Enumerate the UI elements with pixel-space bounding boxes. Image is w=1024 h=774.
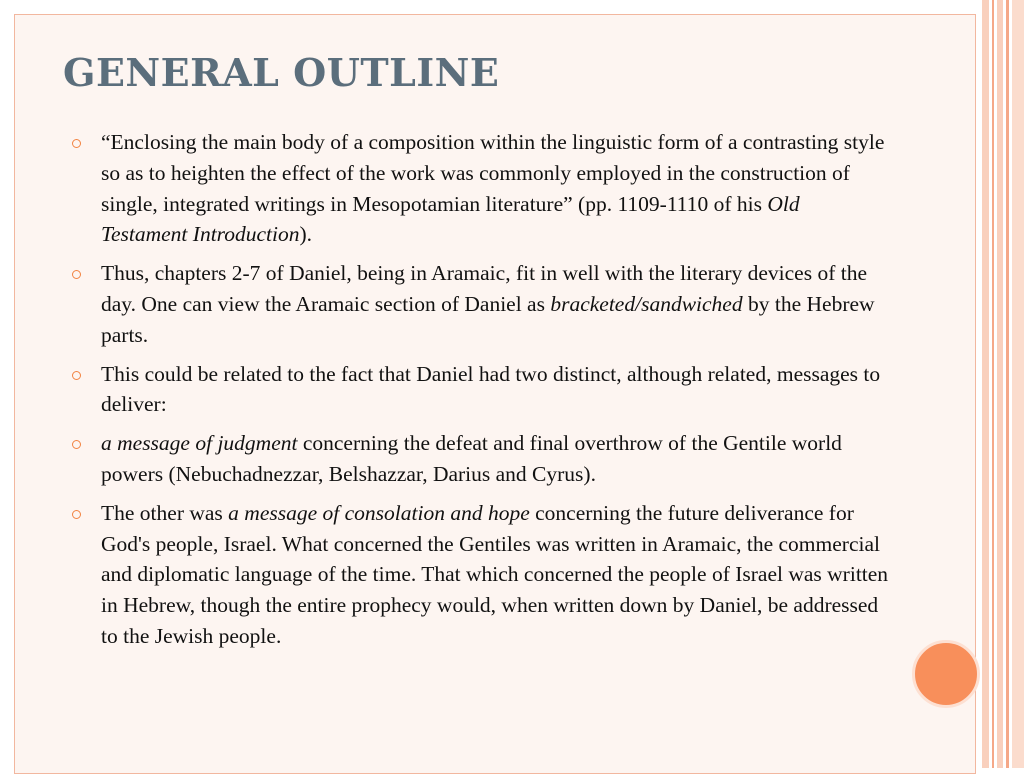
bullet-text	[101, 261, 875, 347]
bullet-text-part: This could be related to the fact that Daniel had two distinct, although related, messages to deliver:	[101, 361, 881, 417]
bullet-text-part: concerning the future deliverance for God's people, Israel. What concerned the Gentiles was written in Aramaic, the commercial and diplomatic language of the time. That which concerned the people of Israel was written in Hebrew, though the entire prophecy would, when written down by Daniel, be addressed to the Jewish people.	[101, 500, 889, 648]
decorative-stripe	[997, 0, 1003, 768]
emphasis-text: bracketed/sandwiched	[550, 291, 743, 316]
bullet-item-two-messages	[70, 359, 890, 421]
decorative-stripe	[1012, 0, 1024, 768]
bullet-text	[101, 130, 884, 246]
bullet-item-consolation	[70, 498, 890, 652]
bullet-circle-icon	[72, 510, 81, 519]
bullet-text-part: Thus, chapters 2-7 of Daniel, being in Aramaic, fit in well with the literary devices of the day. One can view the Aramaic section of Daniel as	[101, 261, 868, 316]
slide-title: GENERAL OUTLINE	[63, 50, 500, 95]
bullet-circle-icon	[72, 440, 81, 449]
decorative-stripe	[1006, 0, 1009, 768]
decorative-stripe	[982, 0, 989, 768]
bullet-circle-icon	[72, 139, 81, 148]
decorative-stripe	[992, 0, 994, 768]
bullet-text	[101, 362, 880, 417]
bullet-circle-icon	[72, 270, 81, 279]
book-title: Old Testament Introduction	[101, 191, 800, 247]
emphasis-text: a message of consolation and hope	[228, 500, 530, 525]
bullet-list	[70, 127, 890, 660]
bullet-text-part: The other was	[101, 500, 229, 525]
bullet-text-part: concerning the defeat and final overthrow of the Gentile world powers (Nebuchadnezzar, Belshazzar, Darius and Cyrus).	[101, 431, 842, 486]
bullet-item-quote	[70, 127, 890, 250]
bullet-item-aramaic-chapters	[70, 258, 890, 350]
bullet-item-judgment	[70, 428, 890, 490]
bullet-text	[101, 501, 888, 648]
bullet-circle-icon	[72, 371, 81, 380]
bullet-text-part: “Enclosing the main body of a composition within the linguistic form of a contrasting style so as to heighten the effect of the work was commonly employed in the construction of single, integrated writings in Mesopotamian literature” (pp. 1109-1110 of his	[101, 130, 885, 216]
bullet-text-part: by the Hebrew parts.	[101, 291, 875, 347]
decorative-circle	[912, 640, 980, 708]
bullet-text	[101, 431, 842, 486]
emphasis-text: a message of judgment	[101, 431, 298, 456]
bullet-text-part: ).	[299, 222, 313, 247]
